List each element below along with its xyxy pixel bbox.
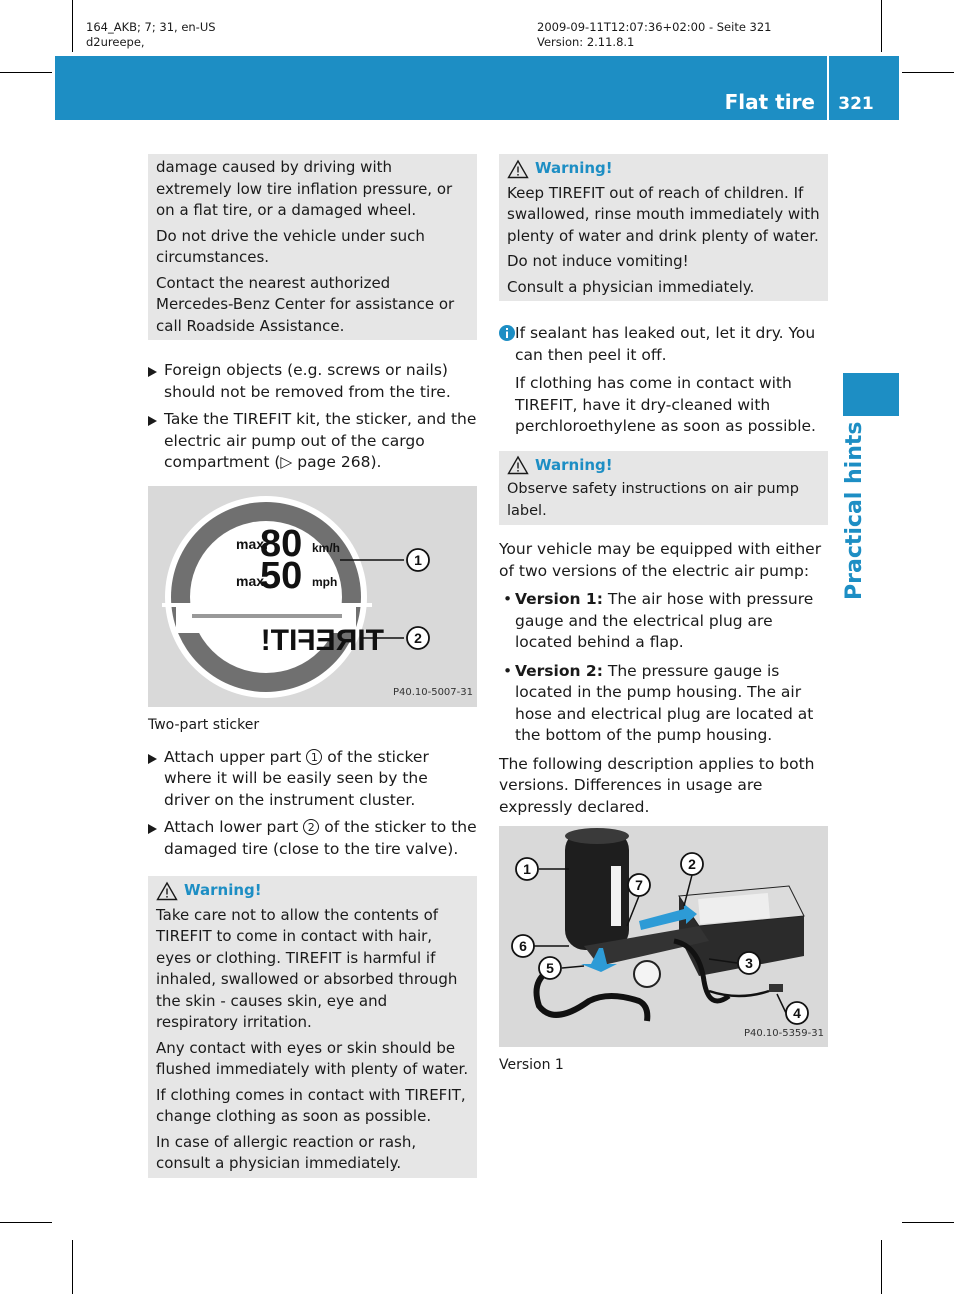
chapter-label: Practical hints xyxy=(842,421,867,600)
crop-mark xyxy=(902,72,954,73)
warning-heading: Warning! xyxy=(156,880,469,902)
svg-text:max.: max. xyxy=(236,572,268,589)
svg-text:7: 7 xyxy=(635,877,643,893)
instruction-step: Take the TIREFIT kit, the sticker, and the electric air pump out of the cargo compartment (▷ page 268). xyxy=(148,409,477,474)
air-pump-figure xyxy=(499,826,828,1047)
crop-mark xyxy=(881,0,882,52)
right-column xyxy=(499,154,828,1087)
crop-mark xyxy=(0,72,52,73)
svg-text:4: 4 xyxy=(793,1005,801,1021)
info-paragraph: If sealant has leaked out, let it dry. You can then peel it off. xyxy=(515,324,816,364)
instruction-step: Attach lower part 2 of the sticker to the damaged tire (close to the tire valve). xyxy=(148,817,477,860)
warning-paragraph: If clothing comes in contact with TIREFIT, change clothing as soon as possible. xyxy=(156,1085,466,1125)
svg-text:1: 1 xyxy=(414,551,422,568)
sticker-figure xyxy=(148,486,477,707)
box-paragraph: Contact the nearest authorized Mercedes-Benz Center for assistance or call Roadside Assistance. xyxy=(156,273,455,335)
figure-caption: Two-part sticker xyxy=(148,716,260,733)
info-paragraph: If clothing has come in contact with TIREFIT, have it dry-cleaned with perchloroethylene as soon as possible. xyxy=(515,374,816,435)
tirefit-sticker-illustration xyxy=(148,486,477,707)
svg-text:3: 3 xyxy=(745,955,753,971)
step-arrow-icon xyxy=(148,754,157,764)
warning-paragraph: Consult a physician immediately. xyxy=(507,277,755,296)
svg-text:mph: mph xyxy=(312,574,338,589)
svg-text:max.: max. xyxy=(236,535,268,552)
page-number: 321 xyxy=(838,94,874,114)
step-arrow-icon xyxy=(148,367,157,377)
warning-triangle-icon xyxy=(507,455,529,475)
warning-box xyxy=(148,876,477,1178)
section-title: Flat tire xyxy=(724,90,815,114)
box-paragraph: Do not drive the vehicle under such circumstances. xyxy=(156,226,425,266)
intro-paragraph: Your vehicle may be equipped with either of two versions of the electric air pump: xyxy=(499,540,822,580)
svg-text:2: 2 xyxy=(688,856,696,872)
warning-heading: Warning! xyxy=(507,158,820,180)
warning-paragraph: Observe safety instructions on air pump label. xyxy=(507,481,799,519)
info-note xyxy=(499,323,828,438)
warning-continuation-box xyxy=(148,154,477,340)
crop-mark xyxy=(881,1240,882,1294)
print-meta-right: 2009-09-11T12:07:36+02:00 - Seite 321 Version: 2.11.8.1 xyxy=(537,20,772,49)
crop-mark xyxy=(72,0,73,52)
warning-paragraph: In case of allergic reaction or rash, consult a physician immediately. xyxy=(156,1132,417,1172)
info-icon xyxy=(499,325,515,341)
warning-heading: Warning! xyxy=(507,455,820,477)
svg-text:TIREFIT!: TIREFIT! xyxy=(260,623,384,657)
svg-text:80: 80 xyxy=(260,522,303,565)
svg-text:5: 5 xyxy=(546,960,554,976)
version-bullet: • Version 2: The pressure gauge is located in the pump housing. The air hose and electrical plug are located at the bottom of the pump housing. xyxy=(503,661,814,744)
figure-caption: Version 1 xyxy=(499,1057,564,1073)
crop-mark xyxy=(902,1222,954,1223)
callout-number: 1 xyxy=(306,749,322,765)
air-pump-illustration xyxy=(499,826,828,1047)
step-arrow-icon xyxy=(148,824,157,834)
svg-text:1: 1 xyxy=(523,861,531,877)
warning-box xyxy=(499,154,828,301)
figure-code: P40.10-5359-31 xyxy=(743,1027,824,1039)
warning-paragraph: Any contact with eyes or skin should be flushed immediately with plenty of water. xyxy=(156,1038,469,1078)
description-paragraph: The following description applies to both versions. Differences in usage are expressly declared. xyxy=(499,754,815,816)
instruction-step: Foreign objects (e.g. screws or nails) should not be removed from the tire. xyxy=(148,360,477,403)
svg-text:50: 50 xyxy=(260,554,303,597)
crop-mark xyxy=(0,1222,52,1223)
svg-text:km/h: km/h xyxy=(312,540,341,555)
warning-paragraph: Do not induce vomiting! xyxy=(507,252,689,270)
step-arrow-icon xyxy=(148,416,157,426)
box-paragraph: damage caused by driving with extremely low tire inflation pressure, or on a flat tire, or a damaged wheel. xyxy=(156,158,453,219)
crop-mark xyxy=(72,1240,73,1294)
left-column xyxy=(148,154,477,1178)
figure-code: P40.10-5007-31 xyxy=(392,687,473,698)
print-meta-left: 164_AKB; 7; 31, en-US d2ureepe, xyxy=(86,20,216,49)
svg-text:2: 2 xyxy=(414,629,422,646)
svg-text:6: 6 xyxy=(519,938,527,954)
version-bullet: • Version 1: The air hose with pressure gauge and the electrical plug are located behind a flap. xyxy=(503,590,814,651)
warning-box xyxy=(499,451,828,526)
chapter-tab xyxy=(843,373,899,416)
warning-paragraph: Keep TIREFIT out of reach of children. If swallowed, rinse mouth immediately with plenty of water and drink plenty of water. xyxy=(507,183,820,245)
instruction-step: Attach upper part 1 of the sticker where it will be easily seen by the driver on the instrument cluster. xyxy=(148,747,477,812)
warning-triangle-icon xyxy=(156,881,178,901)
callout-number: 2 xyxy=(303,819,319,835)
warning-triangle-icon xyxy=(507,159,529,179)
warning-paragraph: Take care not to allow the contents of TIREFIT to come in contact with hair, eyes or clothing. TIREFIT is harmful if inhaled, swallowed or absorbed through the skin - causes skin, eye and respiratory irritation. xyxy=(156,905,458,1031)
